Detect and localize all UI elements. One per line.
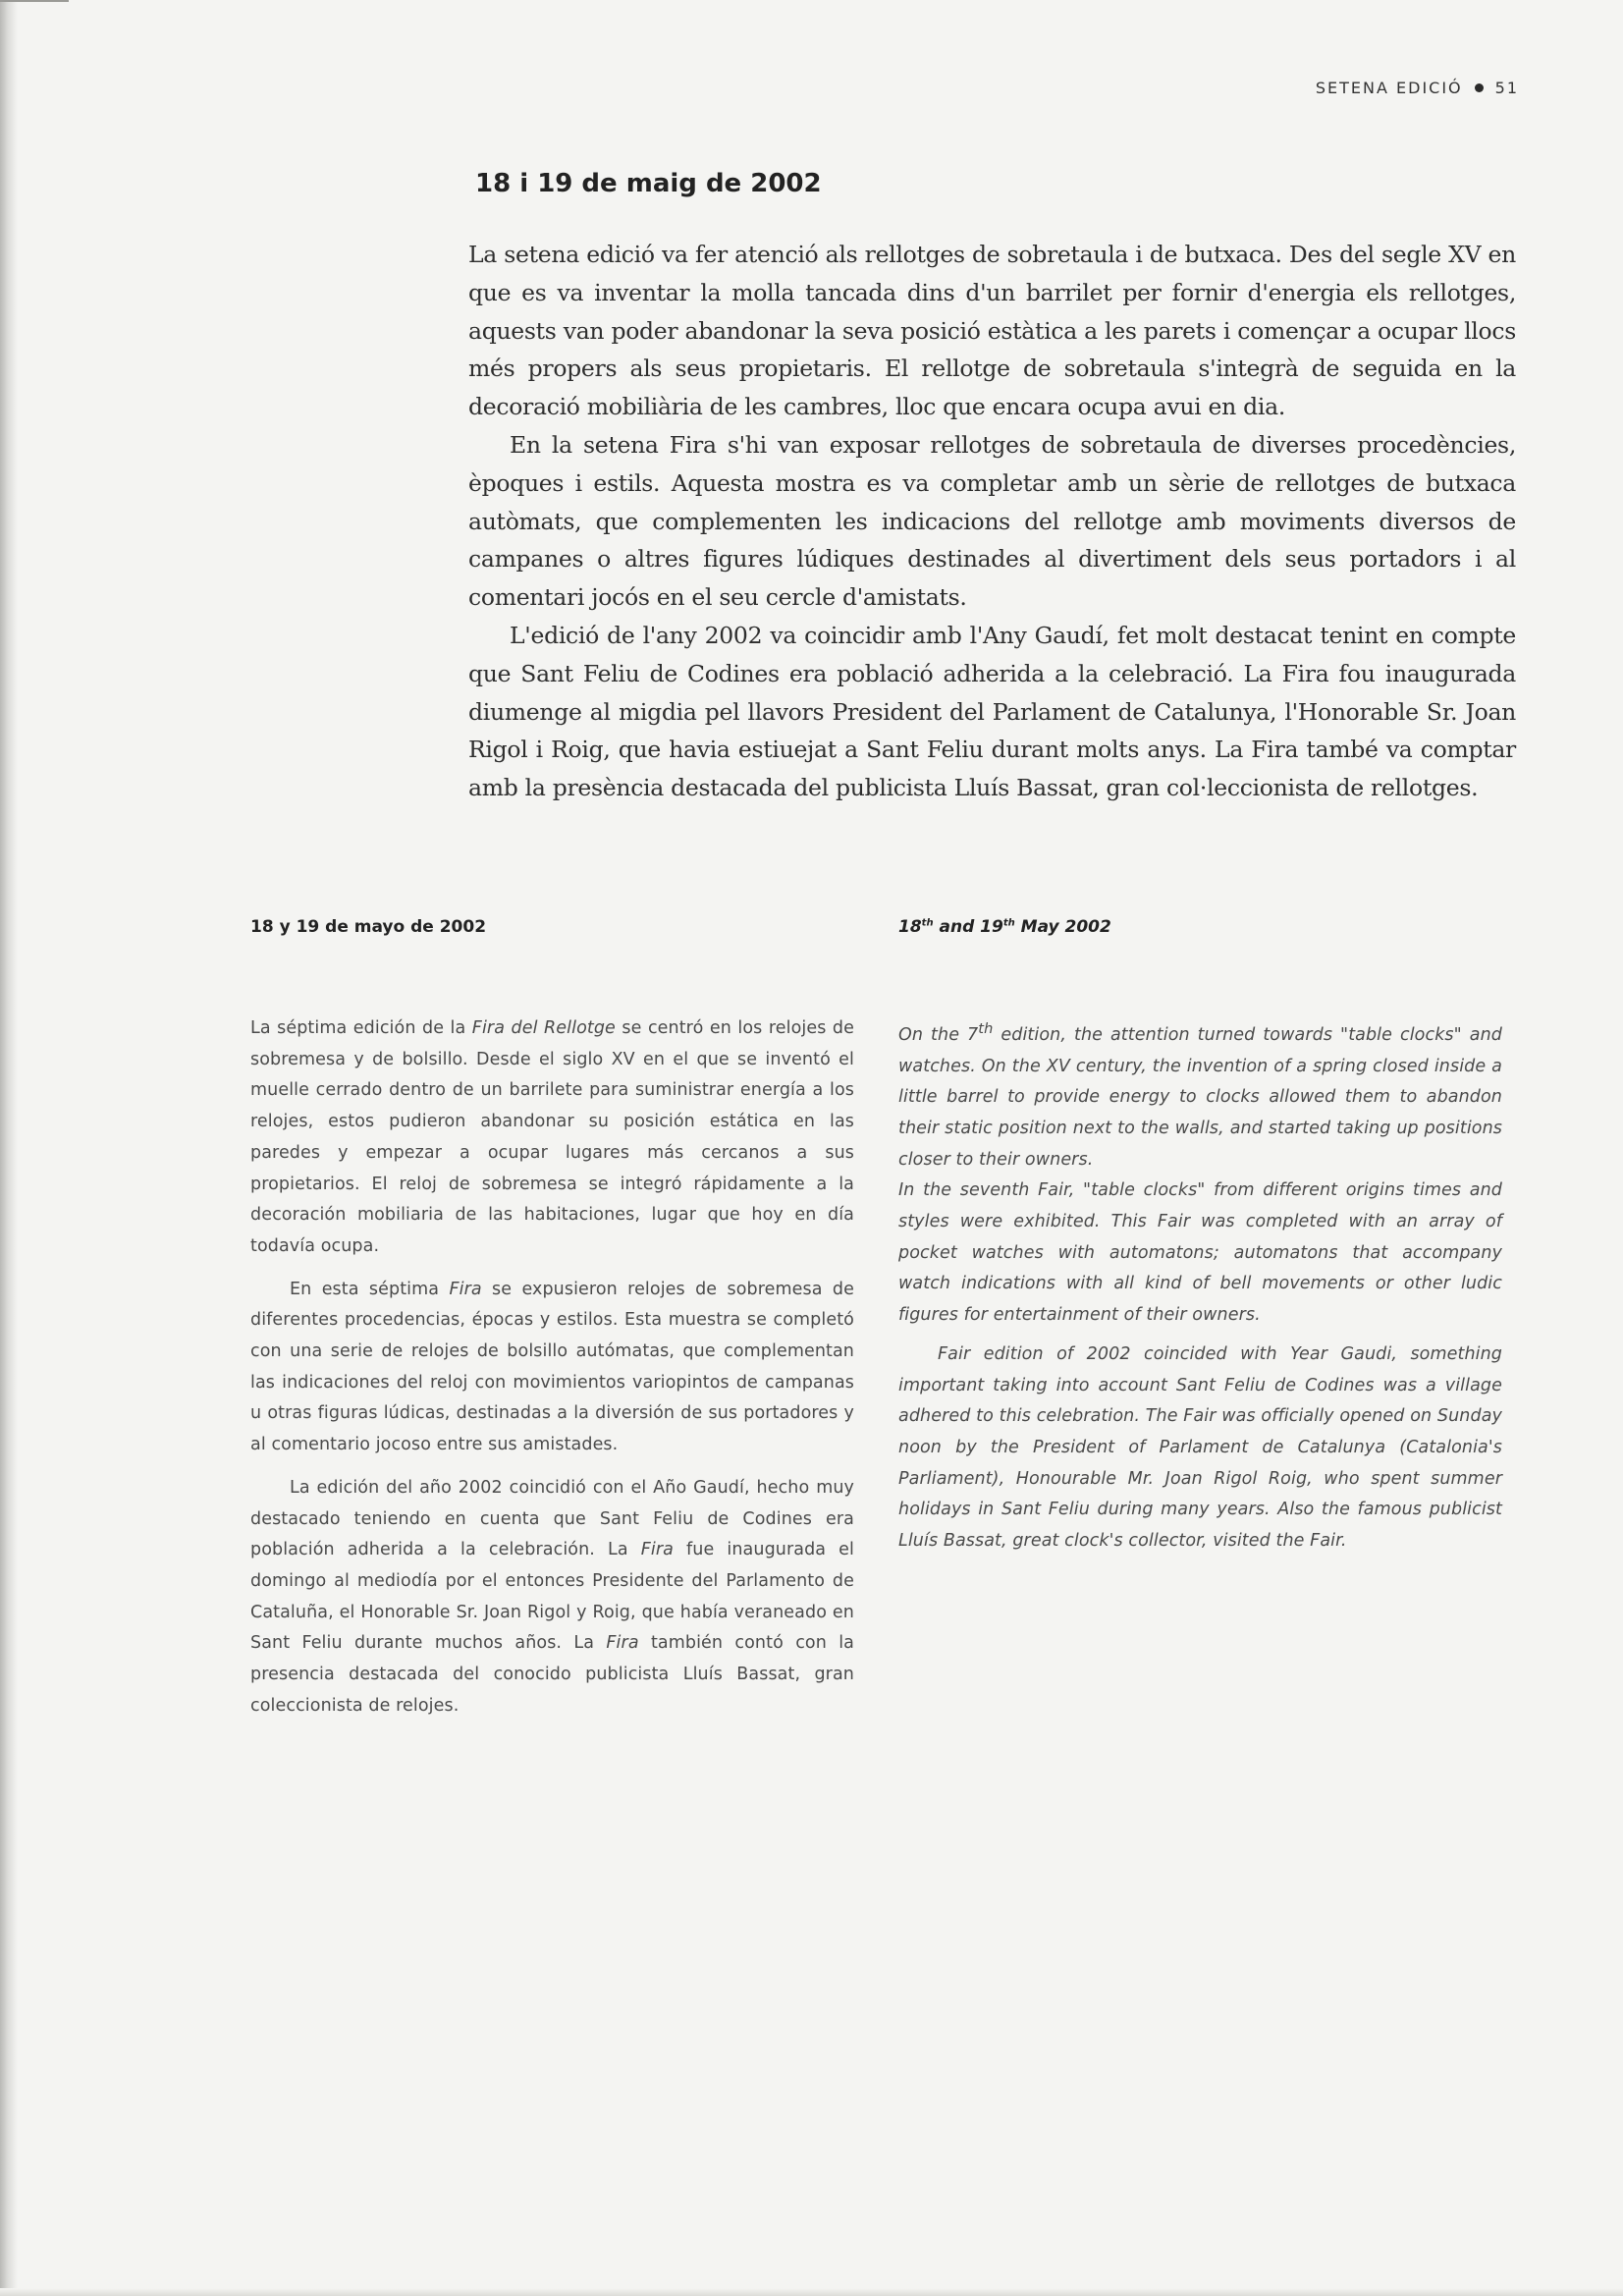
text-run: On the 7 <box>898 1024 979 1045</box>
text-run: edition, the attention turned towards "table clocks" and watches. On the XV century, the invention of a spring closed inside a little barrel to provide energy to clocks allowed them to abandon their static position next to the walls, and started taking up positions closer to their owners. <box>898 1024 1502 1170</box>
binding-edge <box>0 0 18 2296</box>
text-run: La séptima edición de la <box>250 1018 472 1038</box>
spanish-paragraph <box>250 1275 854 1461</box>
running-head-text: SETENA EDICIÓ <box>1315 79 1463 97</box>
english-body <box>898 1013 1502 1558</box>
spanish-paragraph <box>250 1473 854 1722</box>
main-paragraph: En la setena Fira s'hi van exposar rellotges de sobretaula de diverses procedències, èpoques i estils. Aquesta mostra es va completar amb un sèrie de rellotges de butxaca autòmats, que complementen les indicacions del rellotge amb moviments diversos de campanes o altres figures lúdiques destinades al divertiment dels seus portadors i al comentari jocós en el seu cercle d'amistats. <box>468 430 1516 612</box>
english-column <box>898 917 1502 1558</box>
english-title <box>898 917 1502 951</box>
main-title: 18 i 19 de maig de 2002 <box>475 169 822 198</box>
text-run-italic: Fira del Rellotge <box>471 1018 616 1038</box>
text-run-italic: Fira <box>606 1633 639 1654</box>
main-body-catalan <box>468 236 1516 807</box>
title-run: May 2002 <box>1014 917 1111 937</box>
text-run: En esta séptima <box>290 1279 450 1299</box>
top-rule <box>0 0 69 16</box>
main-paragraph: La setena edició va fer atenció als rellotges de sobretaula i de butxaca. Des del segle XV en que es va inventar la molla tancada dins d'un barrilet per fornir d'energia els rellotges, aquests van poder abandonar la seva posició estàtica a les parets i començar a ocupar llocs més propers als seus propietaris. El rellotge de sobretaula s'integrà de seguida en la decoració mobiliària de les cambres, lloc que encara ocupa avui en dia. <box>468 241 1516 421</box>
spanish-title: 18 y 19 de mayo de 2002 <box>250 917 487 937</box>
ordinal-suffix: th <box>921 917 934 929</box>
english-paragraph <box>898 1013 1502 1175</box>
english-paragraph: In the seventh Fair, "table clocks" from different origins times and styles were exhibited. This Fair was completed with an array of pocket watches with automatons; automatons that accompany watch indications with all kind of bell movements or other ludic figures for entertainment of their owners. <box>898 1180 1502 1326</box>
text-run-italic: Fira <box>449 1279 482 1299</box>
bullet-dot-icon <box>1475 83 1484 92</box>
text-run: también contó con la presencia destacada del conocido publicista Lluís Bassat, gran coleccionista de relojes. <box>250 1633 855 1716</box>
english-paragraph: Fair edition of 2002 coincided with Year Gaudi, something important taking into account Sant Feliu de Codines was a village adhered to this celebration. The Fair was officially opened on Sunday noon by the President of Parlament de Catalunya (Catalonia's Parliament), Honourable Mr. Joan Rigol Roig, who spent summer holidays in Sant Feliu during many years. Also the famous publicist Lluís Bassat, great clock's collector, visited the Fair. <box>898 1343 1502 1552</box>
text-run: se centró en los relojes de sobremesa y de bolsillo. Desde el siglo XV en el que se inventó el muelle cerrado dentro de un barrilete para suministrar energía a los relojes, estos pudieron abandonar su posición estática en las paredes y empezar a ocupar lugares más cercanos a sus propietarios. El reloj de sobremesa se integró rápidamente a la decoración mobiliaria de las habitaciones, lugar que hoy en día todavía ocupa. <box>250 1018 854 1256</box>
text-run: fue inaugurada el domingo al mediodía por el entonces Presidente del Parlamento de Cataluña, el Honorable Sr. Joan Rigol y Roig, que había veraneado en Sant Feliu durante muchos años. La <box>250 1540 854 1654</box>
ordinal-suffix: th <box>1002 917 1015 929</box>
page-bottom-edge <box>0 2288 1623 2296</box>
text-run: se expusieron relojes de sobremesa de diferentes procedencias, épocas y estilos. Esta muestra se completó con una serie de relojes de bolsillo autómatas, que complementan las indicaciones del reloj con movimientos variopintos de campanas u otras figuras lúdicas, destinadas a la diversión de sus portadores y al comentario jocoso entre sus amistades. <box>250 1279 854 1455</box>
spanish-column <box>250 917 854 1722</box>
spanish-body <box>250 1013 854 1722</box>
title-run: and 19 <box>933 917 1003 937</box>
title-run: 18 <box>898 917 922 937</box>
spanish-paragraph <box>250 1013 854 1263</box>
text-run: La edición del año 2002 coincidió con el Año Gaudí, hecho muy destacado teniendo en cuenta que Sant Feliu de Codines era población adherida a la celebración. La <box>250 1477 854 1560</box>
text-run-italic: Fira <box>640 1540 674 1560</box>
page-number: 51 <box>1494 79 1519 97</box>
running-head <box>1316 79 1519 97</box>
main-paragraph: L'edició de l'any 2002 va coincidir amb l'Any Gaudí, fet molt destacat tenint en compte que Sant Feliu de Codines era població adherida a la celebració. La Fira fou inaugurada diumenge al migdia pel llavors President del Parlament de Catalunya, l'Honorable Sr. Joan Rigol i Roig, que havia estiuejat a Sant Feliu durant molts anys. La Fira també va comptar amb la presència destacada del publicista Lluís Bassat, gran col·leccionista de rellotges. <box>468 621 1516 802</box>
ordinal-suffix: th <box>978 1020 994 1037</box>
